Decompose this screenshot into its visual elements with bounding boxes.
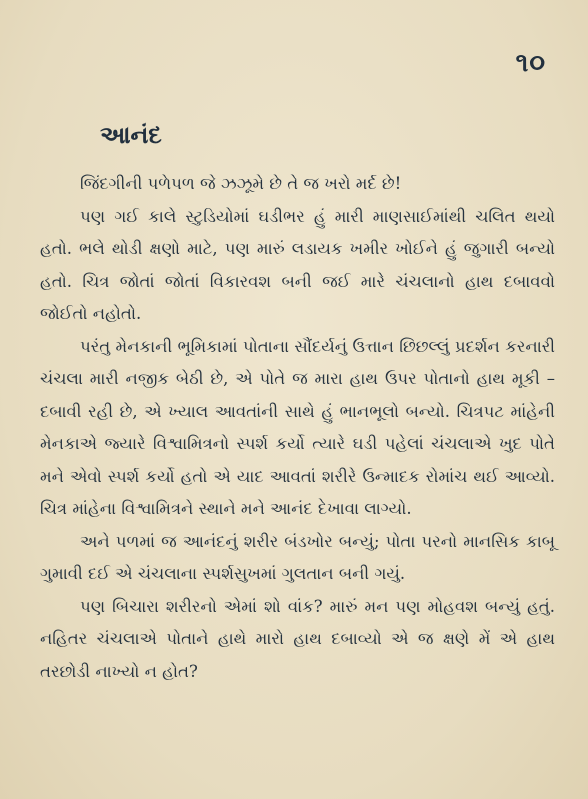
page-number: ૧૦ [515,48,546,78]
body-text [40,168,555,688]
paragraph-5: પણ બિચારા શરીરનો એમાં શો વાંક? મારું મન પણ મોહવશ બન્યું હતું. નહિતર ચંચલાએ પોતાને હાથે મારો હાથ દબાવ્યો એ જ ક્ષણે મેં એ હાથ તરછોડી નાખ્યો ન હોત? [40,596,555,681]
paragraph-2: પણ ગઈ કાલે સ્ટુડિયોમાં ઘડીભર હું મારી માણસાઈમાંથી ચલિત થયો હતો. ભલે થોડી ક્ષણો માટે, પણ મારું લડાયક ખમીર ખોઈને હું જુગારી બન્યો હતો. ચિત્ર જોતાં જોતાં વિકારવશ બની જઈ મારે ચંચલાનો હાથ દબાવવો જોઈતો નહોતો. [40,206,555,323]
paragraph-3: પરંતુ મેનકાની ભૂમિકામાં પોતાના સૌંદર્યનું ઉત્તાન છિછલ્લું પ્રદર્શન કરનારી ચંચલા મારી નજીક બેઠી છે, એ પોતે જ મારા હાથ ઉપર પોતાનો હાથ મૂકી – દબાવી રહી છે, એ ખ્યાલ આવતાંની સાથે હું ભાનભૂલો બન્યો. ચિત્રપટ માંહેની મેનકાએ જ્યારે વિશ્વામિત્રનો સ્પર્શ કર્યો ત્યારે ઘડી પહેલાં ચંચલાએ ખુદ પોતે મને એવો સ્પર્શ કર્યો હતો એ યાદ આવતાં શરીરે ઉન્માદક રોમાંચ થઈ આવ્યો. ચિત્ર માંહેના વિશ્વામિત્રને સ્થાને મને આનંદ દેખાવા લાગ્યો. [40,336,555,518]
paragraph-4: અને પળમાં જ આનંદનું શરીર બંડખોર બન્યું; પોતા પરનો માનસિક કાબૂ ગુમાવી દઈ એ ચંચલાના સ્પર્શસુખમાં ગુલતાન બની ગયું. [40,531,555,583]
paragraph-1: જિંદગીની પળેપળ જે ઝઝૂમે છે તે જ ખરો મર્દ છે! [80,174,402,193]
chapter-title: આનંદ [100,120,162,149]
